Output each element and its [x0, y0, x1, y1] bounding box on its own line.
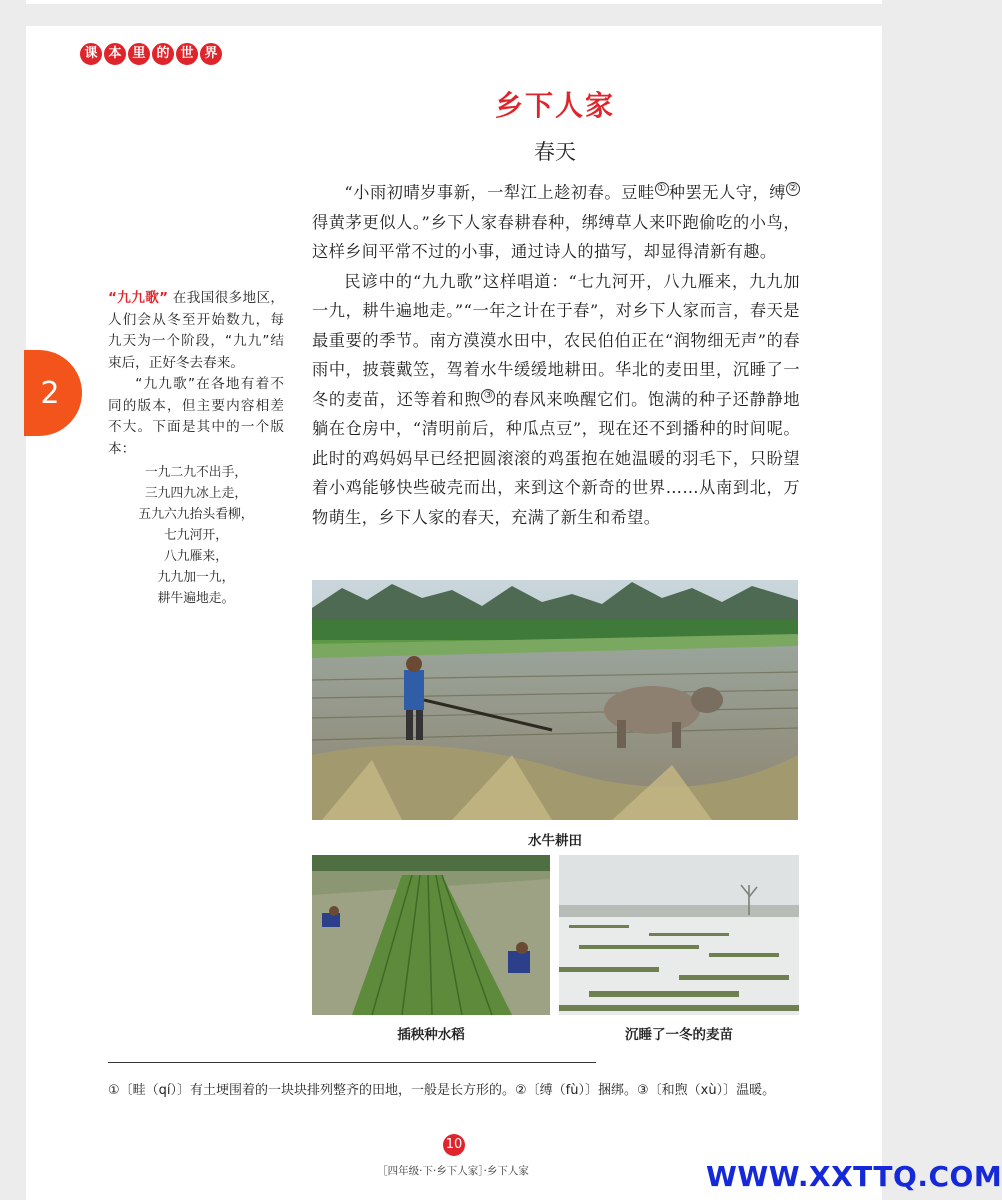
column-badge-char: 课	[80, 43, 102, 65]
nine-nine-song	[108, 462, 284, 609]
watermark: WWW.XXTTQ.COM	[706, 1160, 1002, 1193]
page-number: 10	[443, 1134, 465, 1156]
running-footer: ［四年级·下·乡下人家］·乡下人家	[377, 1165, 529, 1177]
paragraph-1	[312, 178, 800, 267]
sidebar-paragraph-1	[108, 288, 284, 374]
column-badge-char: 世	[176, 43, 198, 65]
footnote-marker: ③	[481, 389, 495, 403]
caption-buffalo: 水牛耕田	[528, 833, 582, 849]
sidebar-highlight: “九九歌”	[108, 290, 169, 306]
column-badge	[80, 43, 222, 65]
column-badge-char: 本	[104, 43, 126, 65]
photo-winter-wheat	[559, 855, 799, 1015]
poem-line: 三九四九冰上走，	[144, 486, 248, 501]
sidebar-paragraph-2: “九九歌”在各地有着不同的版本，但主要内容相差不大。下面是其中的一个版本：	[108, 376, 284, 457]
footnote-marker: ②	[786, 182, 800, 196]
text-run: 在我国很多地区，人们会从冬至开始数九，每九天为一个阶段，“九九”结束后，正好冬去春来。	[108, 290, 285, 371]
column-badge-char: 里	[128, 43, 150, 65]
top-strip	[26, 0, 882, 4]
poem-line: 九九加一九，	[157, 570, 235, 585]
poem-line: 五九六九抬头看柳，	[138, 507, 254, 522]
poem-line: 耕牛遍地走。	[157, 591, 235, 606]
section-subtitle: 春天	[534, 140, 576, 164]
sidebar-note	[108, 288, 284, 609]
photo-buffalo-plowing	[312, 580, 798, 820]
caption-rice: 插秧种水稻	[397, 1027, 465, 1043]
body-text	[312, 178, 800, 532]
photo-rice-transplanting	[312, 855, 550, 1015]
page-title: 乡下人家	[494, 89, 615, 122]
paragraph-2	[312, 267, 800, 533]
footnotes: ①〔畦（qí）〕有土埂围着的一块块排列整齐的田地，一般是长方形的。②〔缚（fù）〕捆绑。③〔和煦（xù）〕温暖。	[108, 1083, 776, 1098]
text-run: 的春风来唤醒它们。饱满的种子还静静地躺在仓房中，“清明前后，种瓜点豆”，现在还不到播种的时间呢。此时的鸡妈妈早已经把圆滚滚的鸡蛋抱在她温暖的羽毛下，只盼望着小鸡能够快些破壳而出，来到这个新奇的世界……从南到北，万物萌生，乡下人家的春天，充满了新生和希望。	[312, 389, 801, 527]
caption-wheat: 沉睡了一冬的麦苗	[625, 1027, 733, 1043]
footnote-marker: ①	[655, 182, 669, 196]
text-run: “小雨初晴岁事新，一犁江上趁初春。豆畦	[344, 183, 655, 202]
column-badge-char: 界	[200, 43, 222, 65]
unit-tab: 2	[24, 350, 82, 436]
text-run: 得黄茅更似人。”乡下人家春耕春种，绑缚草人来吓跑偷吃的小鸟，这样乡间平常不过的小事，通过诗人的描写，却显得清新有趣。	[312, 212, 800, 261]
poem-line: 一九二九不出手，	[144, 465, 248, 480]
text-run: 民谚中的“九九歌”这样唱道：“七九河开，八九雁来，九九加一九，耕牛遍地走。”“一年之计在于春”，对乡下人家而言，春天是最重要的季节。南方漠漠水田中，农民伯伯正在“润物细无声”的春雨中，披蓑戴笠，驾着水牛缓缓地耕田。华北的麦田里，沉睡了一冬的麦苗，还等着和煦	[312, 271, 800, 409]
column-badge-char: 的	[152, 43, 174, 65]
poem-line: 七九河开，	[164, 528, 228, 543]
poem-line: 八九雁来，	[164, 549, 228, 564]
text-run: 种罢无人守，缚	[668, 183, 786, 202]
footnote-divider	[108, 1062, 596, 1063]
